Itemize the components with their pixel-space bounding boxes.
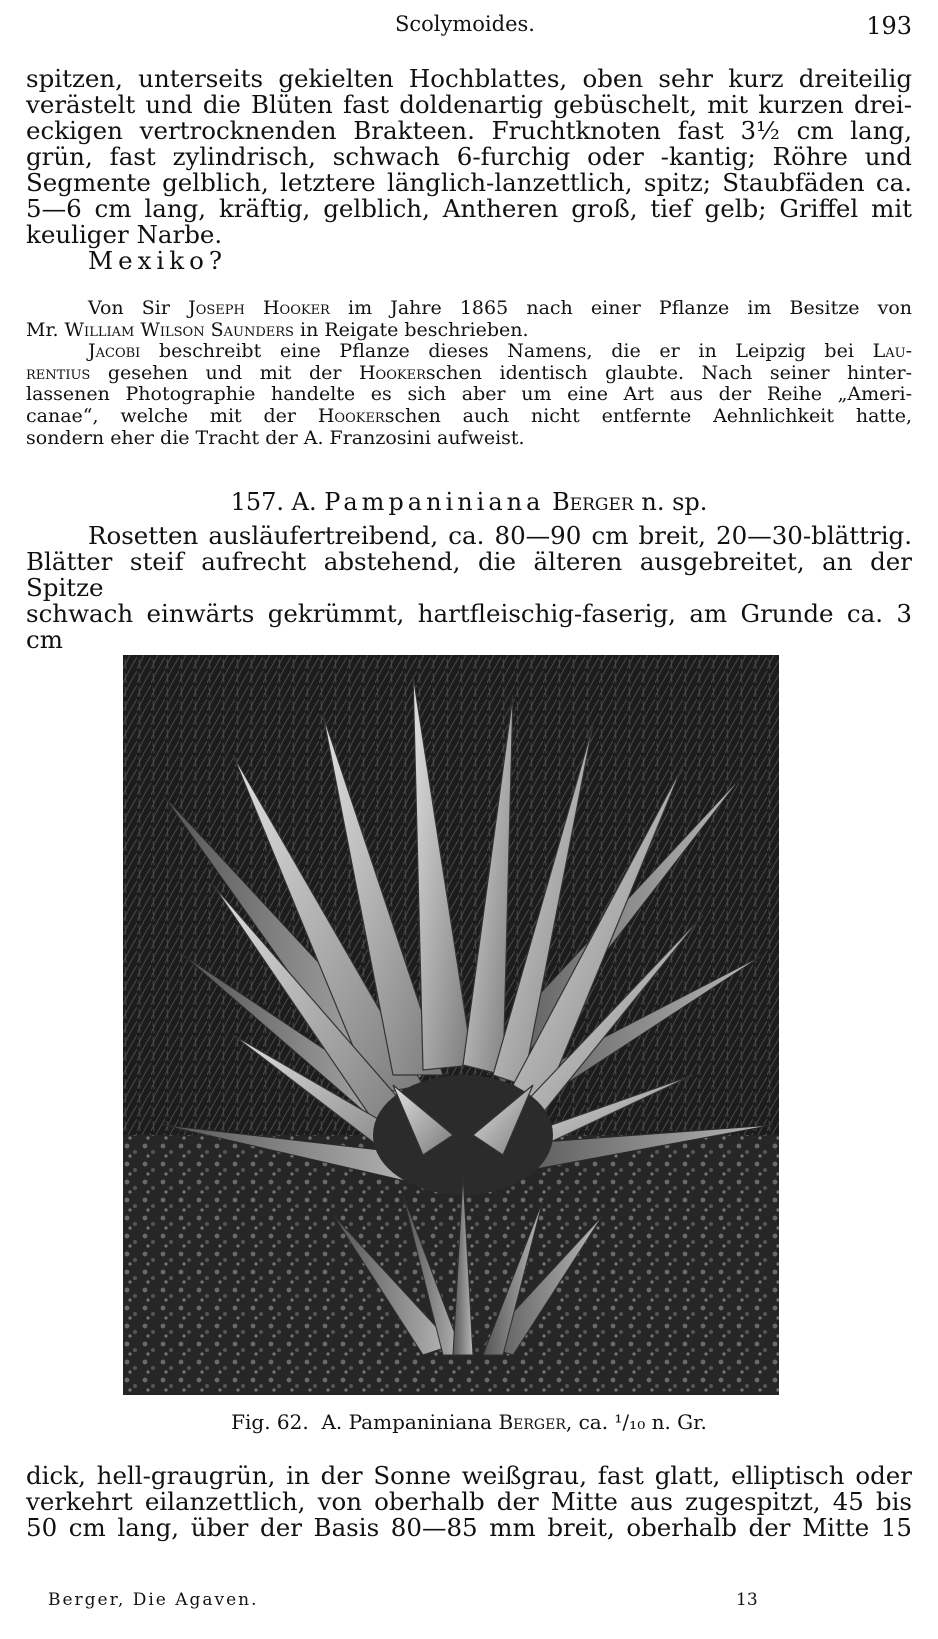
note-line: lassenen Photographie handelte es sich aber um eine Art aus der Reihe „Ameri- bbox=[26, 383, 912, 406]
species-author: Berger bbox=[552, 488, 634, 516]
species-number: 157. A. bbox=[230, 488, 317, 516]
text-line: Blätter steif aufrecht abstehend, die älteren ausgebreitet, an der Spitze bbox=[26, 547, 912, 602]
description-continued bbox=[26, 66, 912, 274]
species-name: Pampaniniana bbox=[324, 488, 545, 516]
text-line: schwach einwärts gekrümmt, hartfleischig-faserig, am Grunde ca. 3 cm bbox=[26, 599, 912, 654]
text-line: 5—6 cm lang, kräftig, gelblich, Antheren groß, tief gelb; Griffel mit bbox=[26, 194, 912, 223]
text-line: dick, hell-graugrün, in der Sonne weißgrau, fast glatt, elliptisch oder bbox=[26, 1461, 912, 1490]
text-line: Rosetten ausläufertreibend, ca. 80—90 cm breit, 20—30-blättrig. bbox=[88, 521, 912, 550]
text-line: verkehrt eilanzettlich, von oberhalb der Mitte aus zugespitzt, 45 bis bbox=[26, 1487, 912, 1516]
figure-caption bbox=[0, 1410, 938, 1434]
text-line: 50 cm lang, über der Basis 80—85 mm breit, oberhalb der Mitte 15 bbox=[26, 1513, 912, 1542]
text-line: spitzen, unterseits gekielten Hochblattes, oben sehr kurz dreiteilig bbox=[26, 64, 912, 93]
figure-label: Fig. 62. bbox=[231, 1410, 309, 1434]
species-suffix: n. sp. bbox=[641, 488, 708, 516]
text-line: grün, fast zylindrisch, schwach 6-furchig oder -kantig; Röhre und bbox=[26, 142, 912, 171]
note-line: rentius gesehen und mit der Hookerschen identisch glaubte. Nach seiner hinter- bbox=[26, 361, 912, 384]
species-description bbox=[26, 523, 912, 653]
note-line: canae“, welche mit der Hookerschen auch nicht entfernte Aehnlichkeit hatte, bbox=[26, 404, 912, 427]
note-line: Von Sir Joseph Hooker im Jahre 1865 nach einer Pflanze im Besitze von bbox=[88, 297, 912, 319]
page-number: 193 bbox=[866, 12, 912, 40]
figure-author: Berger bbox=[498, 1410, 566, 1434]
species-description-continued bbox=[26, 1463, 912, 1541]
figure-text: A. Pampaniniana bbox=[321, 1410, 493, 1434]
text-line: eckigen vertrocknenden Brakteen. Fruchtknoten fast 3½ cm lang, bbox=[26, 116, 912, 145]
note-line: Jacobi beschreibt eine Pflanze dieses Namens, die er in Leipzig bei Lau- bbox=[88, 340, 912, 363]
locality: Mexiko? bbox=[88, 246, 227, 275]
figure-scale: , ca. ¹/₁₀ n. Gr. bbox=[565, 1410, 707, 1434]
footer-signature: 13 bbox=[736, 1590, 758, 1610]
text-line: Segmente gelblich, letztere länglich-lanzettlich, spitz; Staubfäden ca. bbox=[26, 168, 912, 197]
text-line: verästelt und die Blüten fast doldenartig gebüschelt, mit kurzen drei- bbox=[26, 90, 912, 119]
species-heading bbox=[0, 488, 938, 516]
note-line: Mr. William Wilson Saunders in Reigate beschrieben. bbox=[26, 318, 529, 341]
page-footer bbox=[48, 1590, 768, 1610]
running-head-title: Scolymoides. bbox=[395, 12, 535, 36]
note-line: sondern eher die Tracht der A. Franzosini aufweist. bbox=[26, 426, 525, 449]
footer-book-title: Berger, Die Agaven. bbox=[48, 1590, 259, 1610]
taxonomic-note bbox=[26, 298, 912, 449]
text-line: keuliger Narbe. bbox=[26, 220, 223, 249]
running-head bbox=[0, 10, 938, 40]
agave-photograph bbox=[123, 655, 779, 1395]
